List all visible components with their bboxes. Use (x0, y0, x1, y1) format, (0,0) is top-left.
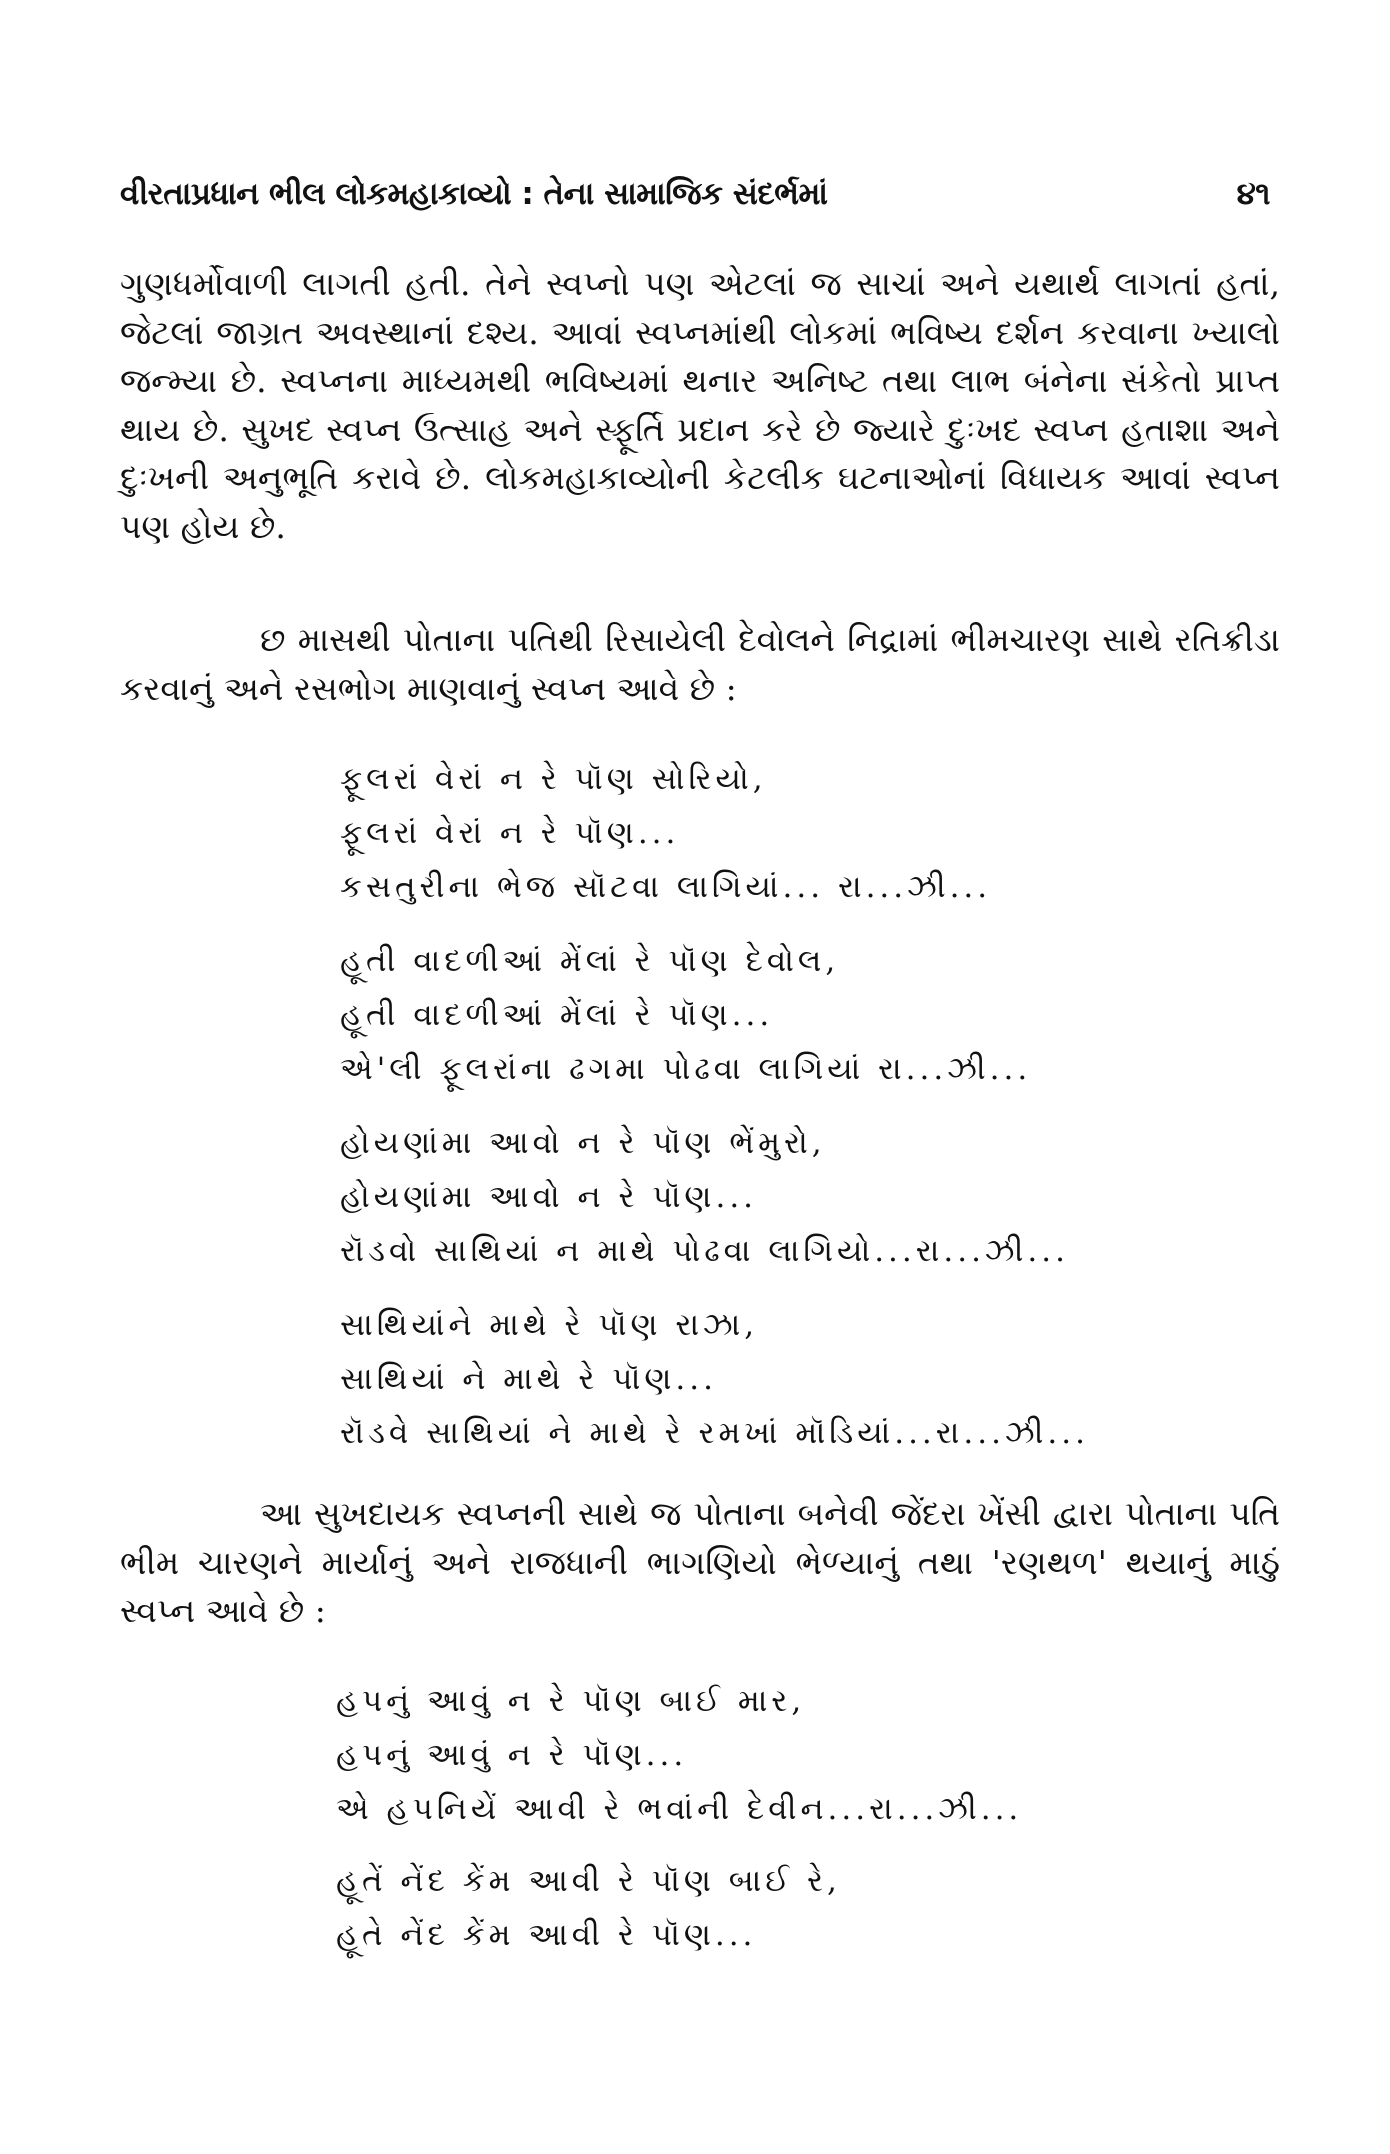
page-number: ૪૧ (1236, 176, 1270, 212)
verse-line: હપનું આવું ન રે પૉણ બાઈ માર, (336, 1683, 806, 1719)
verse-line: હૂતી વાદળીઆં મેંલાં રે પૉણ... (340, 997, 774, 1033)
verse-stanza (340, 752, 1240, 914)
paragraph-text: ગુણધર્મોવાળી લાગતી હતી. તેને સ્વપ્નો પણ એટલાં જ સાચાં અને યથાર્થ લાગતાં હતાં, જેટલાં જાગ્રત અવસ્થાનાં દશ્ય. આવાં સ્વપ્નમાંથી લોકમાં ભવિષ્ય દર્શન કરવાના ખ્યાલો જન્મ્યા છે. સ્વપ્નના માધ્યમથી ભવિષ્યમાં થનાર અનિષ્ટ તથા લાભ બંનેના સંકેતો પ્રાપ્ત થાય છે. સુખદ સ્વપ્ન ઉત્સાહ અને સ્ફૂર્તિ પ્રદાન કરે છે જ્યારે દુઃખદ સ્વપ્ન હતાશા અને દુઃખની અનુભૂતિ કરાવે છે. લોકમહાકાવ્યોની કેટલીક ઘટનાઓનાં વિધાયક આવાં સ્વપ્ન પણ હોય છે. (120, 264, 1280, 546)
verse-line: રૉડવો સાથિયાં ન માથે પોઢવા લાગિયો...રા...ઝી... (340, 1233, 1069, 1269)
paragraph-bad-dream (120, 1490, 1280, 1636)
verse-line: એ'લી ફૂલરાંના ઢગમા પોઢવા લાગિયાં રા...ઝી... (340, 1051, 1032, 1087)
verse-line: ફૂલરાં વેરાં ન રે પૉણ... (340, 815, 680, 851)
verse-stanza (340, 934, 1240, 1096)
verse-line: એ હપનિયેં આવી રે ભવાંની દેવીન...રા...ઝી... (336, 1791, 1023, 1827)
verse-line: હપનું આવું ન રે પૉણ... (336, 1737, 688, 1773)
running-header (120, 176, 1270, 236)
paragraph-devol-dream (120, 616, 1280, 713)
verse-line: હોયણાંમા આવો ન રે પૉણ... (340, 1179, 758, 1215)
verse-line: હૂતી વાદળીઆં મેંલાં રે પૉણ દેવોલ, (340, 943, 840, 979)
paragraph-dreams-intro (120, 260, 1280, 551)
verse-stanza (336, 1674, 1236, 1836)
verse-line: હૂતે નેંદ કેંમ આવી રે પૉણ... (336, 1917, 757, 1953)
paragraph-text: છ માસથી પોતાના પતિથી રિસાયેલી દેવોલને નિદ્રામાં ભીમચારણ સાથે રતિક્રીડા કરવાનું અને રસભોગ માણવાનું સ્વપ્ન આવે છે : (120, 620, 1280, 708)
paragraph-text: આ સુખદાયક સ્વપ્નની સાથે જ પોતાના બનેવી જેંદરા ખેંસી દ્વારા પોતાના પતિ ભીમ ચારણને માર્યાનું અને રાજધાની ભાગણિયો ભેળ્યાનું તથા 'રણથળ' થયાનું માઠું સ્વપ્ન આવે છે : (120, 1494, 1280, 1630)
verse-line: સાથિયાં ને માથે રે પૉણ... (340, 1361, 717, 1397)
verse-line: ફૂલરાં વેરાં ન રે પૉણ સોરિયો, (340, 761, 767, 797)
verse-line: રૉડવે સાથિયાં ને માથે રે રમખાં મૉડિયાં...રા...ઝી... (340, 1415, 1089, 1451)
verse-stanza (340, 1116, 1240, 1278)
running-title: વીરતાપ્રધાન ભીલ લોકમહાકાવ્યો : તેના સામાજિક સંદર્ભમાં (120, 176, 828, 212)
verse-line: સાથિયાંને માથે રે પૉણ રાઝા, (340, 1307, 759, 1343)
verse-stanza (340, 1298, 1240, 1460)
verse-line: હૂતેં નેંદ કેંમ આવી રે પૉણ બાઈ રે, (336, 1863, 841, 1899)
verse-line: કસતુરીના ભેજ સૉટવા લાગિયાં... રા...ઝી... (340, 869, 992, 905)
verse-stanza (336, 1854, 1236, 1962)
verse-line: હોયણાંમા આવો ન રે પૉણ ભેંમુરો, (340, 1125, 826, 1161)
